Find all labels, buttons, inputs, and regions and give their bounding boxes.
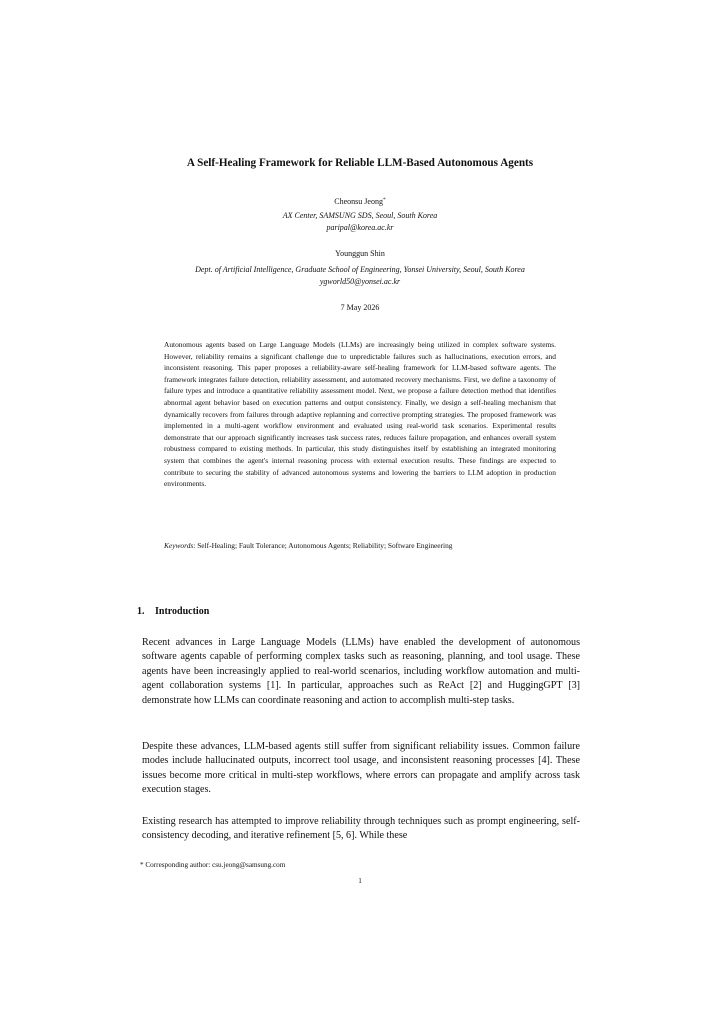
- section-number: 1.: [137, 606, 145, 617]
- section-heading: [137, 606, 209, 618]
- paper-date: 7 May 2026: [340, 303, 380, 312]
- paper-title: A Self-Healing Framework for Reliable LLM-Based Autonomous Agents: [186, 157, 534, 169]
- footnote: * Corresponding author: csu.jeong@samsung.com: [140, 861, 286, 869]
- author-2-affiliation: Dept. of Artificial Intelligence, Graduate School of Engineering, Yonsei University, Seoul, South Korea: [195, 265, 525, 274]
- section-title: Introduction: [155, 606, 210, 617]
- intro-paragraph-3: Existing research has attempted to improve reliability through techniques such as prompt engineering, self-consistency decoding, and iterative refinement [5, 6]. While these: [142, 816, 580, 842]
- author-2-email: ygworld50@yonsei.ac.kr: [319, 277, 401, 286]
- author-2-name: Younggun Shin: [335, 249, 385, 258]
- author-1-email: paripal@korea.ac.kr: [326, 223, 394, 232]
- corresponding-author-marker: *: [382, 197, 386, 203]
- author-1-name: [80, 195, 640, 207]
- intro-paragraph-2: Despite these advances, LLM-based agents still suffer from significant reliability issues. Common failure modes include hallucinated outputs, incorrect tool usage, and inconsistent reasoning processes [4]. These issues become more critical in multi-step workflows, where errors can propagate and amplify across task execution stages.: [142, 741, 580, 796]
- keywords-label: Keywords: [164, 541, 194, 550]
- author-1-name-text: Cheonsu Jeong: [334, 197, 383, 206]
- keywords: [164, 541, 584, 551]
- intro-paragraph-1: Recent advances in Large Language Models (LLMs) have enabled the development of autonomous software agents capable of performing complex tasks such as reasoning, planning, and tool usage. These agents have been increasingly applied to real-world scenarios, including workflow automation and multi-agent collaboration systems [1]. In particular, approaches such as ReAct [2] and HuggingGPT [3] demonstrate how LLMs can coordinate reasoning and action to accomplish multi-step tasks.: [142, 637, 580, 706]
- abstract: Autonomous agents based on Large Language Models (LLMs) are increasingly being utilized in complex software systems. However, reliability remains a significant challenge due to unpredictable failures such as hallucinations, execution errors, and inconsistent reasoning. This paper proposes a reliability-aware self-healing framework for LLM-based software agents. The framework integrates failure detection, reliability assessment, and automated recovery mechanisms. First, we define a taxonomy of failure types and introduce a quantitative reliability assessment model. Next, we propose a failure detection method that identifies abnormal agent behavior based on execution patterns and output consistency. Finally, we design a self-healing mechanism that dynamically recovers from failures through adaptive replanning and corrective prompting strategies. The proposed framework was implemented in a multi-agent workflow environment and evaluated using real-world task scenarios. Experimental results demonstrate that our approach significantly increases task success rates, reduces failure propagation, and enhances overall system robustness compared to existing methods. In particular, this study distinguishes itself by establishing an integrated monitoring system that combines the agent's internal reasoning process with external execution results. These findings are expected to contribute to securing the stability of advanced autonomous systems and lowering the barriers to LLM adoption in production environments.: [164, 340, 556, 489]
- page-number: 1: [358, 877, 362, 885]
- keywords-list: : Self-Healing; Fault Tolerance; Autonomous Agents; Reliability; Software Engineering: [193, 541, 453, 550]
- author-1-affiliation: AX Center, SAMSUNG SDS, Seoul, South Korea: [282, 211, 438, 220]
